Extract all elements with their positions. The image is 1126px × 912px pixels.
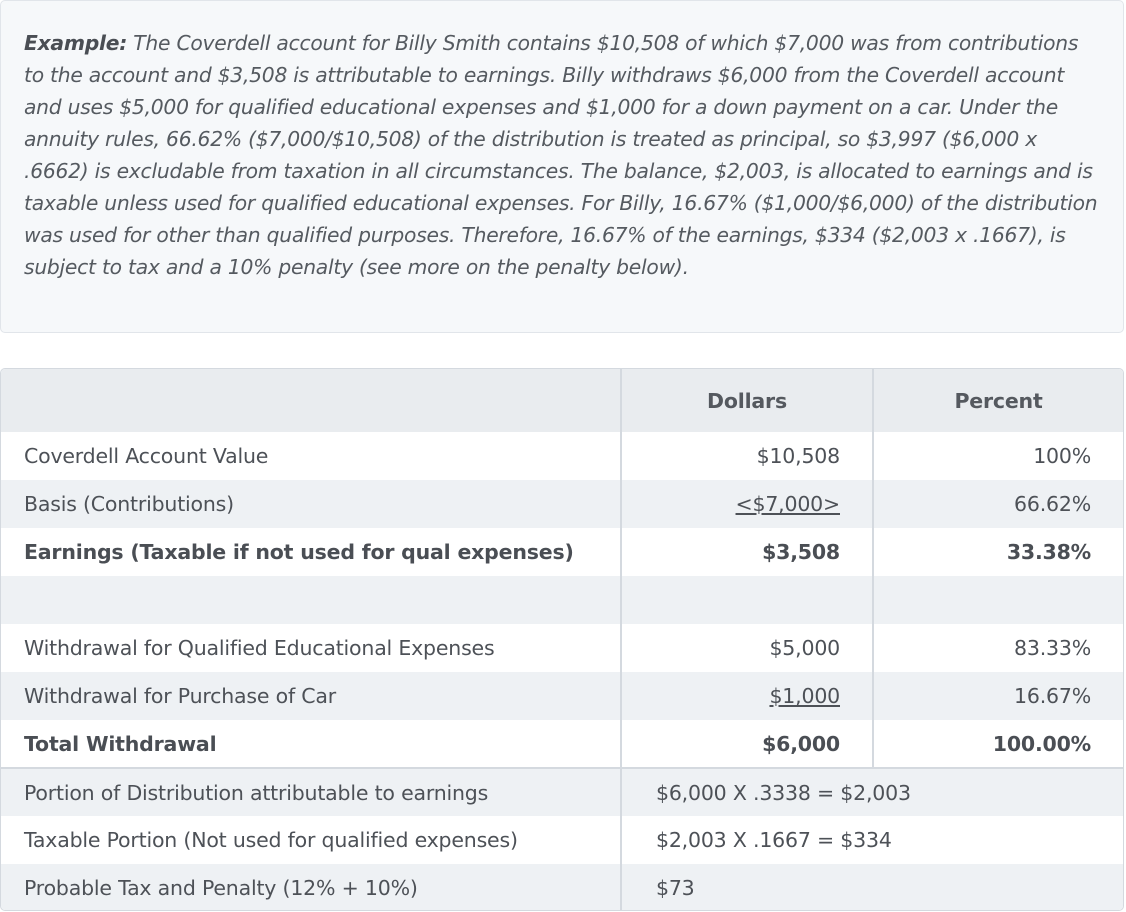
row-label: Total Withdrawal xyxy=(24,731,217,756)
row-percent: 66.62% xyxy=(873,480,1123,528)
calc-row xyxy=(1,816,1123,864)
table-row xyxy=(1,480,1123,528)
table-row xyxy=(1,624,1123,672)
table-row xyxy=(1,528,1123,576)
row-label: Withdrawal for Qualified Educational Expenses xyxy=(24,636,495,660)
row-percent: 33.38% xyxy=(873,528,1123,576)
table-row xyxy=(1,672,1123,720)
row-dollars: $5,000 xyxy=(621,624,873,672)
row-label: Coverdell Account Value xyxy=(24,444,269,468)
calc-value: $2,003 X .1667 = $334 xyxy=(621,816,1123,864)
row-label: Basis (Contributions) xyxy=(1,480,621,528)
calc-row xyxy=(1,768,1123,816)
row-dollars xyxy=(621,576,873,624)
header-dollars: Dollars xyxy=(621,369,873,432)
table-row xyxy=(1,432,1123,480)
row-dollars: $10,508 xyxy=(621,432,873,480)
calc-row xyxy=(1,864,1123,911)
distribution-table xyxy=(0,368,1124,911)
table-row-total xyxy=(1,720,1123,768)
row-label xyxy=(1,576,621,624)
row-percent xyxy=(873,576,1123,624)
row-percent: 16.67% xyxy=(873,672,1123,720)
calc-label: Probable Tax and Penalty (12% + 10%) xyxy=(1,864,621,911)
row-dollars: $6,000 xyxy=(621,720,873,768)
calc-label: Portion of Distribution attributable to earnings xyxy=(1,768,621,816)
row-dollars-value: <$7,000> xyxy=(735,492,840,516)
row-dollars xyxy=(621,672,873,720)
example-text: The Coverdell account for Billy Smith contains $10,508 of which $7,000 was from contributions to the account and $3,508 is attributable to earnings. Billy withdraws $6,000 from the Coverdell account and uses $5,000 for qualified educational expenses and $1,000 for a down payment on a car. Under the annuity rules, 66.62% ($7,000/$10,508) of the distribution is treated as principal, so $3,997 ($6,000 x .6662) is excludable from taxation in all circumstances. The balance, $2,003, is allocated to earnings and is taxable unless used for qualified educational expenses. For Billy, 16.67% ($1,000/$6,000) of the distribution was used for other than qualified purposes. Therefore, 16.67% of the earnings, $334 ($2,003 x .1667), is subject to tax and a 10% penalty (see more on the penalty below). xyxy=(24,31,1098,279)
header-percent: Percent xyxy=(873,369,1123,432)
row-dollars-value: $1,000 xyxy=(769,684,840,708)
row-label: Earnings (Taxable if not used for qual expenses) xyxy=(24,540,574,564)
row-label: Withdrawal for Purchase of Car xyxy=(1,672,621,720)
table-header-row xyxy=(1,369,1123,432)
table-row-spacer xyxy=(1,576,1123,624)
row-dollars: $3,508 xyxy=(621,528,873,576)
row-percent: 83.33% xyxy=(873,624,1123,672)
row-percent: 100.00% xyxy=(873,720,1123,768)
example-label: Example: xyxy=(24,31,128,55)
row-dollars xyxy=(621,480,873,528)
calc-value: $6,000 X .3338 = $2,003 xyxy=(621,768,1123,816)
calc-value: $73 xyxy=(621,864,1123,911)
calc-label: Taxable Portion (Not used for qualified expenses) xyxy=(24,828,518,852)
header-label xyxy=(1,369,621,432)
row-percent: 100% xyxy=(873,432,1123,480)
example-callout xyxy=(0,0,1124,333)
